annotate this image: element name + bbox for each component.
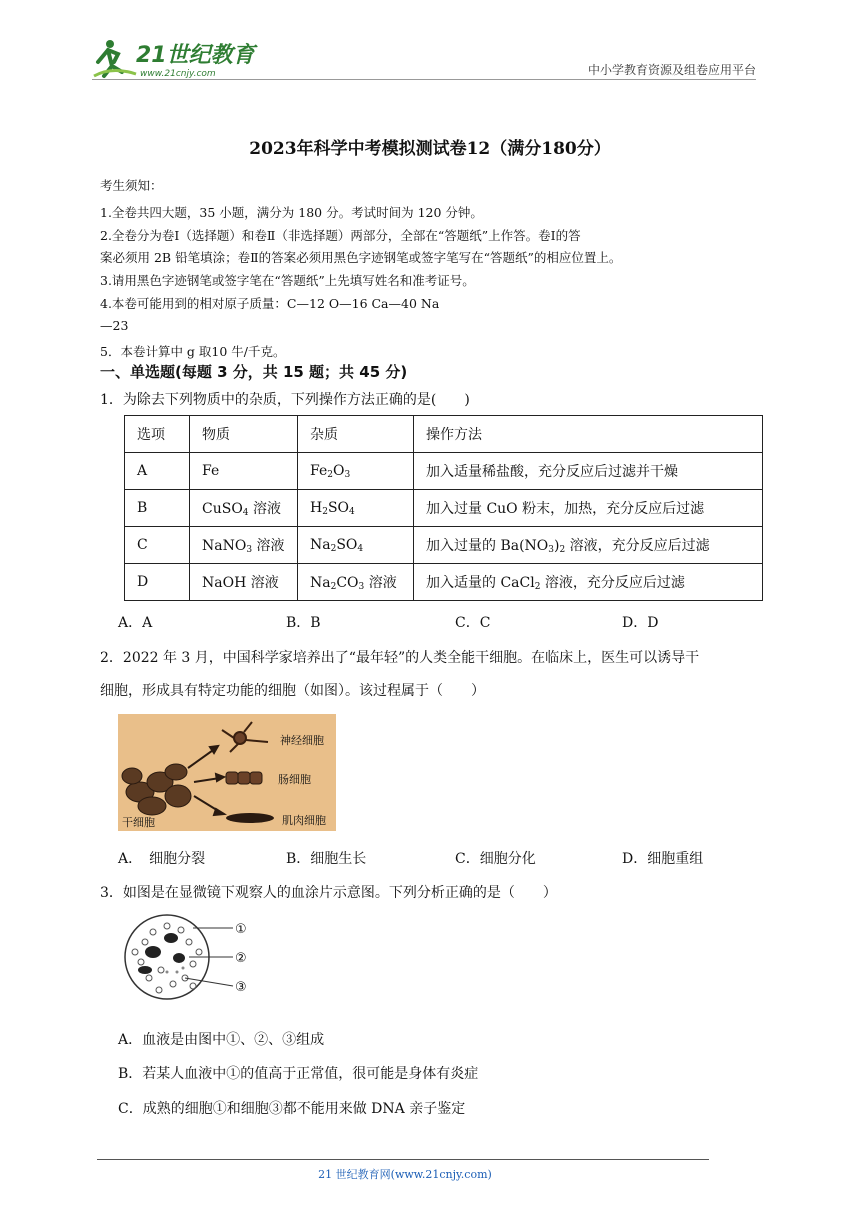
table-cell: NaNO$_3$ 溶液 [190, 527, 298, 564]
q2-option-d: D．细胞重组 [622, 851, 704, 867]
table-cell: $Fe_2O_3$ [298, 453, 414, 490]
label-nerve-cell: 神经细胞 [280, 734, 324, 747]
q2-option-c: C．细胞分化 [455, 851, 536, 867]
table-header-row [125, 416, 763, 453]
q3-option-a: A．血液是由图中①、②、③组成 [118, 1032, 325, 1048]
label-2: ② [235, 951, 247, 966]
q1-table [124, 415, 763, 601]
q1-stem: 1．为除去下列物质中的杂质，下列操作方法正确的是( ) [100, 392, 470, 408]
label-intestine-cell: 肠细胞 [278, 773, 311, 786]
header-divider [92, 79, 756, 80]
page-title: 2023年科学中考模拟测试卷12（满分180分） [249, 139, 611, 159]
table-header-cell: 选项 [125, 416, 190, 453]
q2-option-b: B．细胞生长 [286, 851, 367, 867]
label-stem-cell: 干细胞 [122, 816, 155, 829]
table-cell: $Na_2CO_3$ 溶液 [298, 564, 414, 601]
table-row [125, 453, 763, 490]
q2-stem-line-1: 2．2022 年 3 月，中国科学家培养出了“最年轻”的人类全能干细胞。在临床上，医生可以诱导干 [100, 650, 700, 666]
q1-option-b: B．B [286, 615, 321, 631]
table-row [125, 490, 763, 527]
label-1: ① [235, 922, 247, 937]
site-logo [92, 36, 267, 82]
table-cell: Fe [190, 453, 298, 490]
q2-stem-line-2: 细胞，形成具有特定功能的细胞（如图）。该过程属于（ ） [100, 683, 485, 699]
table-cell: 加入过量的 $Ba(NO_3)_2$ 溶液，充分反应后过滤 [414, 527, 763, 564]
stem-cell-diagram [118, 714, 336, 831]
footer-divider [97, 1159, 709, 1160]
section-heading: 一、单选题(每题 3 分，共 15 题；共 45 分) [100, 363, 408, 381]
note-line-3: 案必须用 2B 铅笔填涂；卷Ⅱ的答案必须用黑色字迹钢笔或签字笔写在“答题纸”的相应位置上。 [100, 250, 622, 265]
label-muscle-cell: 肌肉细胞 [282, 814, 326, 827]
notes-heading: 考生须知： [100, 178, 163, 193]
table-cell: $H_2SO_4$ [298, 490, 414, 527]
table-cell: CuSO$_4$ 溶液 [190, 490, 298, 527]
q1-option-a: A．A [118, 615, 153, 631]
note-line-6: —23 [100, 318, 129, 333]
table-header-cell: 物质 [190, 416, 298, 453]
table-cell: 加入过量 CuO 粉末，加热，充分反应后过滤 [414, 490, 763, 527]
table-header-cell: 操作方法 [414, 416, 763, 453]
note-line-7: 5．本卷计算中 g 取10 牛/千克。 [100, 344, 286, 359]
table-cell: 加入适量的 CaCl$_2$ 溶液，充分反应后过滤 [414, 564, 763, 601]
table-header-cell: 杂质 [298, 416, 414, 453]
footer-link[interactable]: 21 世纪教育网(www.21cnjy.com) [318, 1168, 492, 1181]
note-line-5: 4.本卷可能用到的相对原子质量：C—12 O—16 Ca—40 Na [100, 296, 440, 311]
note-line-4: 3.请用黑色字迹钢笔或签字笔在“答题纸”上先填写姓名和准考证号。 [100, 273, 475, 288]
label-3: ③ [235, 980, 247, 995]
q3-option-c: C．成熟的细胞①和细胞③都不能用来做 DNA 亲子鉴定 [118, 1101, 466, 1117]
q3-stem: 3．如图是在显微镜下观察人的血涂片示意图。下列分析正确的是（ ） [100, 885, 557, 901]
table-cell: A [125, 453, 190, 490]
logo-url: www.21cnjy.com [140, 69, 216, 79]
note-line-1: 1.全卷共四大题，35 小题，满分为 180 分。考试时间为 120 分钟。 [100, 205, 483, 220]
table-cell: $Na_2SO_4$ [298, 527, 414, 564]
table-cell: NaOH 溶液 [190, 564, 298, 601]
table-cell: D [125, 564, 190, 601]
table-cell: 加入适量稀盐酸，充分反应后过滤并干燥 [414, 453, 763, 490]
table-row [125, 564, 763, 601]
q2-option-a: A． 细胞分裂 [118, 851, 206, 867]
table-row [125, 527, 763, 564]
table-cell: C [125, 527, 190, 564]
note-line-2: 2.全卷分为卷Ⅰ（选择题）和卷Ⅱ（非选择题）两部分，全部在“答题纸”上作答。卷Ⅰ的答 [100, 228, 581, 243]
table-cell: B [125, 490, 190, 527]
blood-smear-diagram [123, 912, 259, 1002]
header-platform-text: 中小学教育资源及组卷应用平台 [587, 63, 756, 77]
q1-option-c: C．C [455, 615, 491, 631]
runner-icon [94, 40, 136, 76]
q3-option-b: B．若某人血液中①的值高于正常值，很可能是身体有炎症 [118, 1066, 479, 1082]
q1-option-d: D．D [622, 615, 659, 631]
logo-text: 21世纪教育 [136, 43, 255, 68]
